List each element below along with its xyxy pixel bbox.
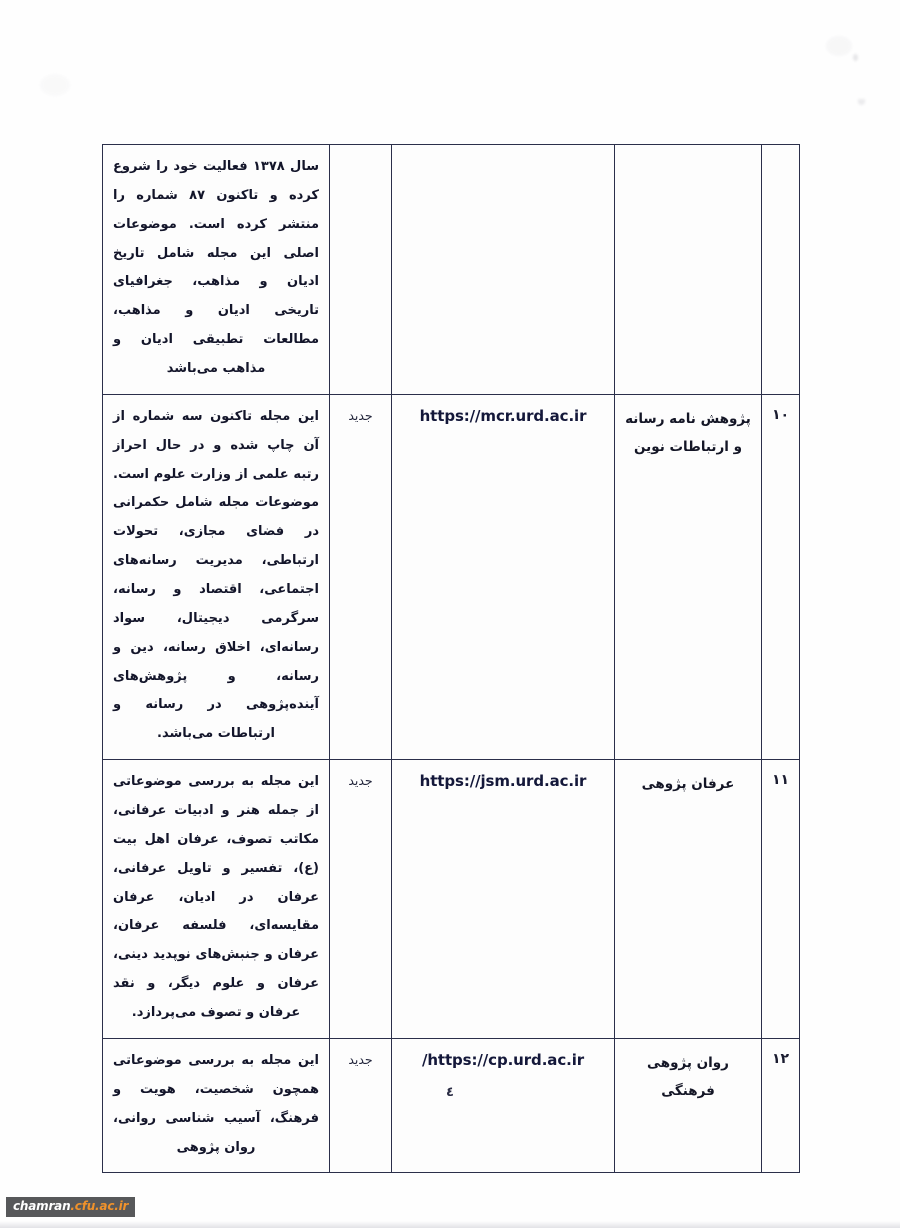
scan-artifact-icon (858, 99, 865, 105)
journal-url[interactable]: https://mcr.urd.ac.ir (419, 406, 587, 425)
scan-artifact-icon (826, 36, 852, 56)
journal-url-cell (392, 394, 615, 759)
journal-url-cell (392, 145, 615, 395)
journal-url-cell (392, 1038, 615, 1172)
journal-description-cell (103, 1038, 330, 1172)
journal-description-cell (103, 394, 330, 759)
journal-name-cell (615, 760, 762, 1039)
journal-name-cell (615, 145, 762, 395)
journal-status-cell (330, 1038, 392, 1172)
row-number: ١٠ (771, 406, 790, 423)
journal-url[interactable]: /https://cp.urd.ac.ir (421, 1050, 585, 1069)
watermark-site-name: chamran (13, 1199, 71, 1213)
table-row (103, 1038, 800, 1172)
journal-name-cell (615, 394, 762, 759)
journal-url[interactable]: https://jsm.urd.ac.ir (419, 772, 587, 791)
page-number: ٤ (446, 1085, 454, 1100)
journal-url[interactable] (392, 145, 614, 167)
scan-artifact-icon (853, 54, 858, 61)
table-row (103, 394, 800, 759)
row-number-cell (762, 760, 800, 1039)
journal-description: این مجله به بررسی موضوعاتی از جمله هنر و ادبیات عرفانی، مکاتب تصوف، عرفان اهل بیت (ع)، تفسیر و تاویل عرفانی، عرفان در ادیان، عرفان مقایسه‌ای، فلسفه عرفان، عرفان و جنبش‌های نوپدید دینی، عرفان و علوم دیگر، و نقد عرفان و تصوف می‌پردازد. (113, 774, 319, 1021)
row-number: ١١ (771, 772, 790, 789)
status-badge (330, 145, 391, 168)
journal-description: این مجله به بررسی موضوعاتی همچون شخصیت، هویت و فرهنگ، آسیب شناسی روانی، روان پژوهی (113, 1052, 319, 1155)
table-row (103, 760, 800, 1039)
table-row (103, 145, 800, 395)
row-number: ١٢ (771, 1050, 790, 1067)
watermark-domain: .cfu.ac.ir (70, 1199, 129, 1213)
journal-name (615, 145, 761, 166)
journal-name: روان پژوهی فرهنگی (647, 1054, 729, 1099)
journal-description-cell (103, 760, 330, 1039)
journal-url-cell (392, 760, 615, 1039)
row-number-cell (762, 1038, 800, 1172)
status-badge: جدید (348, 407, 373, 423)
status-badge: جدید (348, 1051, 373, 1067)
journal-name: پژوهش نامه رسانه و ارتباطات نوین (625, 410, 751, 455)
row-number-cell (762, 394, 800, 759)
page-edge-shadow (0, 1221, 900, 1228)
journal-name: عرفان پژوهی (641, 776, 735, 793)
row-number (762, 145, 799, 167)
journal-status-cell (330, 145, 392, 395)
status-badge: جدید (348, 773, 373, 789)
row-number-cell (762, 145, 800, 395)
site-watermark (6, 1197, 135, 1217)
journal-description: سال ۱۳۷۸ فعالیت خود را شروع کرده و تاکنون ۸۷ شماره را منتشر کرده است. موضوعات اصلی این مجله شامل تاریخ ادیان و مذاهب، جغرافیای تاریخی ادیان و مذاهب، مطالعات تطبیقی ادیان و مذاهب می‌باشد (113, 159, 319, 377)
scan-artifact-icon (40, 74, 70, 96)
journal-status-cell (330, 394, 392, 759)
journal-description-cell (103, 145, 330, 395)
journal-status-cell (330, 760, 392, 1039)
journal-description: این مجله تاکنون سه شماره از آن چاپ شده و در حال احراز رتبه علمی از وزارت علوم است. موضوعات مجله شامل حکمرانی در فضای مجازی، تحولات ارتباطی، مدیریت رسانه‌های اجتماعی، اقتصاد و رسانه، سرگرمی دیجیتال، سواد رسانه‌ای، اخلاق رسانه، دین و رسانه، و پژوهش‌های آینده‌پژوهی در رسانه و ارتباطات می‌باشد. (113, 408, 319, 742)
table-body (103, 145, 800, 1173)
journal-list-table (102, 144, 800, 1173)
journal-name-cell (615, 1038, 762, 1172)
